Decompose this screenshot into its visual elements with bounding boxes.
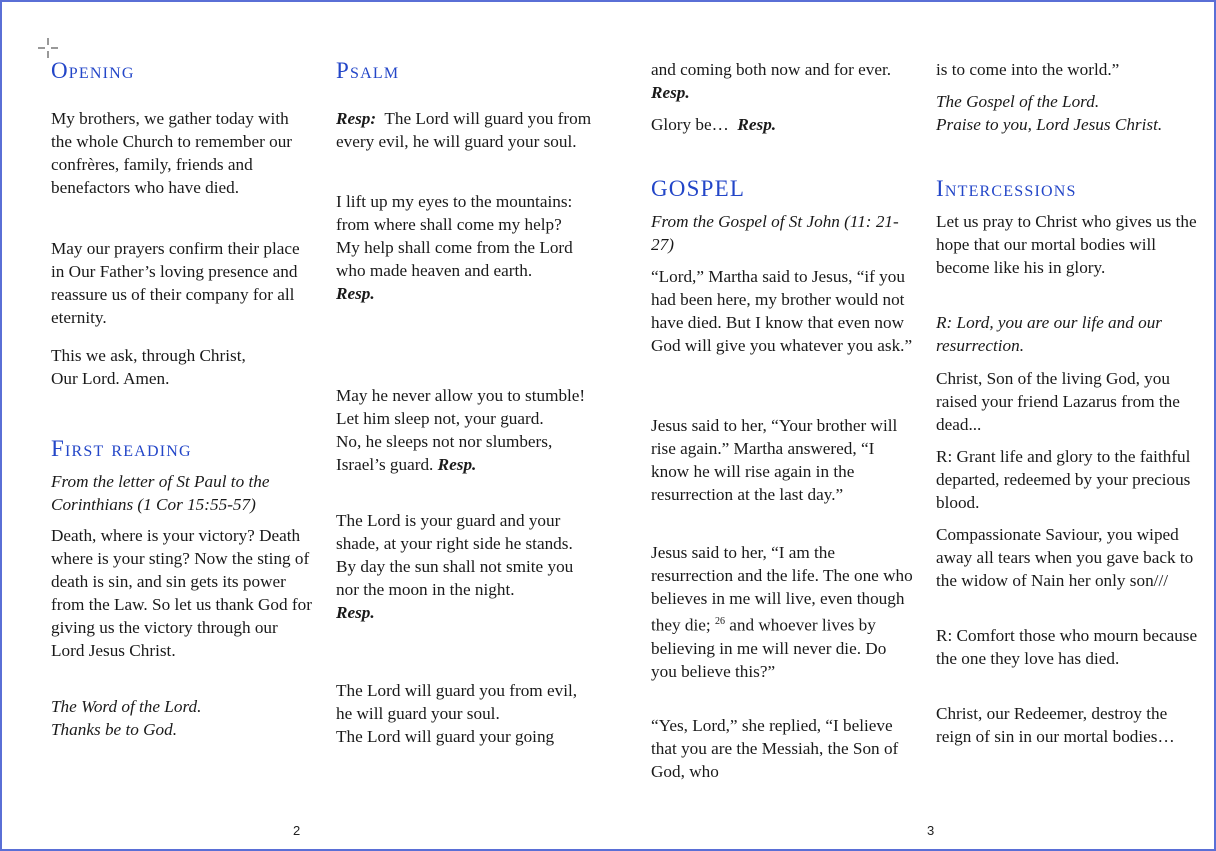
first-reading-heading: First reading: [51, 436, 192, 461]
verse-line: Israel’s guard.: [336, 455, 434, 474]
psalm-response: [336, 107, 598, 153]
verse-line: The Lord will guard your going: [336, 727, 555, 746]
psalm-heading: Psalm: [336, 58, 400, 83]
verse-line: nor the moon in the night.: [336, 580, 515, 599]
verse-line: I lift up my eyes to the mountains:: [336, 192, 573, 211]
crop-mark-icon: [38, 38, 58, 58]
intercessions-response: R: Lord, you are our life and our resurrection.: [936, 313, 1162, 355]
gospel-heading: GOSPEL: [651, 176, 746, 201]
gospel-ending-line-2: Praise to you, Lord Jesus Christ.: [936, 115, 1163, 134]
resp-marker: Resp.: [737, 115, 777, 134]
reading-source: From the letter of St Paul to the Corinthians (1 Cor 15:55-57): [51, 472, 270, 514]
resp-marker: Resp.: [437, 455, 477, 474]
verse-line: My help shall come from the Lord: [336, 238, 573, 257]
verse-line: Let him sleep not, your guard.: [336, 409, 544, 428]
opening-paragraph-2: May our prayers confirm their place in Our Father’s loving presence and reassure us of their company for all eternity.: [51, 239, 300, 327]
intercessions-heading: Intercessions: [936, 176, 1077, 201]
verse-line: By day the sun shall not smite you: [336, 557, 574, 576]
resp-marker: Resp.: [336, 284, 375, 303]
reading-ending: [51, 695, 313, 741]
verse-line: The Lord is your guard and your shade, at your right side he stands.: [336, 511, 573, 553]
opening-paragraph-3: [51, 344, 313, 390]
verse-line: No, he sleeps not nor slumbers,: [336, 432, 553, 451]
verse-line: he will guard your soul.: [336, 704, 500, 723]
gospel-paragraph-4: “Yes, Lord,” she replied, “I believe that you are the Messiah, the Son of God, who: [651, 716, 899, 781]
psalm-verse-2: [336, 384, 598, 476]
resp-marker: Resp.: [336, 603, 375, 622]
intercession-5: Christ, our Redeemer, destroy the reign of sin in our mortal bodies…: [936, 704, 1175, 746]
intercession-3: Compassionate Saviour, you wiped away all tears when you gave back to the widow of Nain her only son///: [936, 525, 1194, 590]
verse-line: The Lord will guard you from evil,: [336, 681, 578, 700]
intercessions-intro: Let us pray to Christ who gives us the hope that our mortal bodies will become like his in glory.: [936, 212, 1197, 277]
psalm-verse-3: [336, 509, 598, 624]
resp-marker: Resp.: [651, 83, 690, 102]
glory-be: Glory be… Resp.: [651, 115, 777, 134]
gospel-source: From the Gospel of St John (11: 21-27): [651, 212, 899, 254]
gospel-paragraph-1: “Lord,” Martha said to Jesus, “if you had been here, my brother would not have died. But I know that even now God will give you whatever you ask.”: [651, 267, 913, 355]
intercession-2: R: Grant life and glory to the faithful departed, redeemed by your precious blood.: [936, 447, 1191, 512]
psalm-continuation: and coming both now and for ever. Resp.: [651, 60, 892, 102]
opening-line-1: This we ask, through Christ,: [51, 346, 246, 365]
reading-text: Death, where is your victory? Death where is your sting? Now the sting of death is sin, and sin gets its power from the Law. So let us thank God for giving us the victory through our Lord Jesus Christ.: [51, 526, 312, 660]
verse-number: 26: [714, 616, 725, 627]
gospel-paragraph-2: Jesus said to her, “Your brother will rise again.” Martha answered, “I know he will rise again in the resurrection at the last day.”: [651, 416, 898, 504]
reading-ending-line-2: Thanks be to God.: [51, 720, 178, 739]
page-number-right: 3: [927, 823, 935, 838]
page-number-left: 2: [293, 823, 301, 838]
resp-label: Resp:: [336, 109, 377, 128]
intercession-4: R: Comfort those who mourn because the one they love has died.: [936, 626, 1198, 668]
psalm-verse-1: [336, 190, 598, 305]
gospel-continuation: is to come into the world.”: [936, 60, 1120, 79]
gospel-paragraph-3: Jesus said to her, “I am the resurrection and the life. The one who believes in me will live, even though they die; $^{26}$ and whoever lives by believing in me will never die. Do you believe this?”: [651, 543, 913, 681]
opening-paragraph-1: My brothers, we gather today with the whole Church to remember our confrères, family, friends and benefactors who have died.: [51, 109, 293, 197]
opening-line-2: Our Lord. Amen.: [51, 369, 170, 388]
verse-line: May he never allow you to stumble!: [336, 386, 586, 405]
reading-ending-line-1: The Word of the Lord.: [51, 697, 202, 716]
intercession-1: Christ, Son of the living God, you raised your friend Lazarus from the dead...: [936, 369, 1180, 434]
gospel-ending-line-1: The Gospel of the Lord.: [936, 92, 1100, 111]
psalm-verse-4: [336, 679, 598, 748]
opening-heading: Opening: [51, 58, 135, 83]
resp-text: The Lord will guard you from every evil, he will guard your soul.: [336, 109, 592, 151]
verse-line: from where shall come my help?: [336, 215, 562, 234]
verse-line: who made heaven and earth.: [336, 261, 533, 280]
gospel-ending: [936, 90, 1198, 136]
